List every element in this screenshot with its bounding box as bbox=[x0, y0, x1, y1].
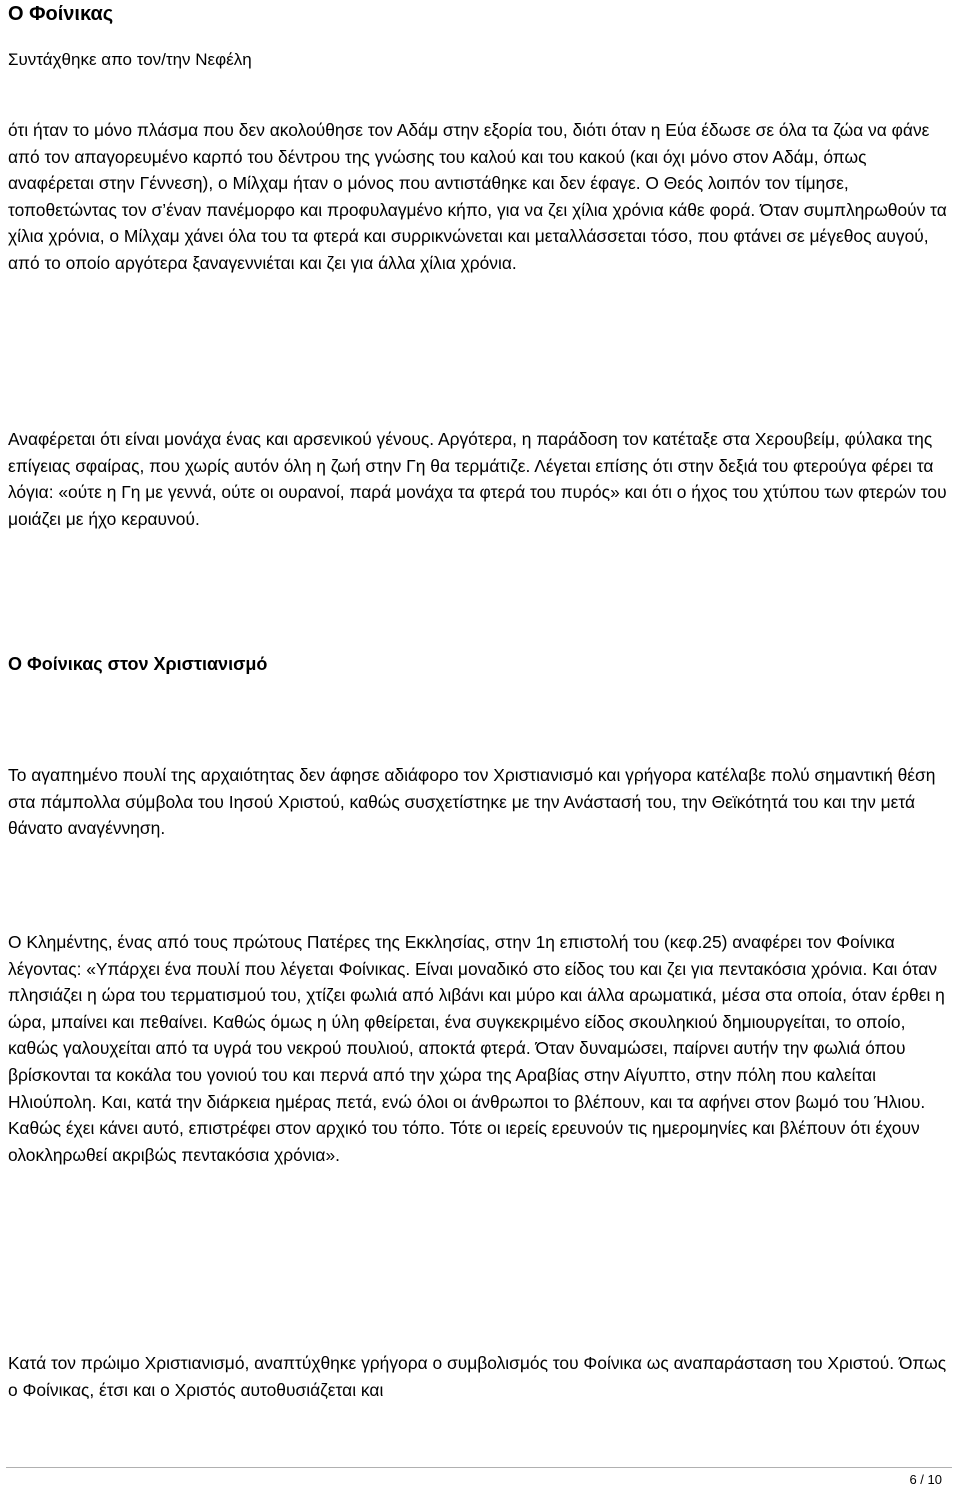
body-paragraph: Το αγαπημένο πουλί της αρχαιότητας δεν άφησε αδιάφορο τον Χριστιανισμό και γρήγορα κατέλαβε πολύ σημαντική θέση στα πάμπολλα σύμβολα του Ιησού Χριστού, καθώς συσχετίστηκε με την Ανάστασή του, την Θεϊκότητά του και την μετά θάνατο αναγέννηση. bbox=[8, 765, 936, 839]
document-title: Ο Φοίνικας bbox=[8, 3, 114, 25]
body-paragraph: Αναφέρεται ότι είναι μονάχα ένας και αρσενικού γένους. Αργότερα, η παράδοση τον κατέταξε στα Χερουβείμ, φύλακα της επίγειας σφαίρας, που χωρίς αυτόν όλη η ζωή στην Γη θα τερμάτιζε. Λέγεται επίσης ότι στην δεξιά του φτερούγα φέρει τα λόγια: «ούτε η Γη με γεννά, ούτε οι ουρανοί, παρά μονάχα τα φτερά του πυρός» και ότι ο ήχος του χτύπου των φτερών του μοιάζει με ήχο κεραυνού. bbox=[8, 429, 947, 529]
page-indicator: 6 / 10 bbox=[909, 1472, 942, 1487]
section-heading: Ο Φοίνικας στον Χριστιανισμό bbox=[8, 654, 268, 674]
body-paragraph: Κατά τον πρώιμο Χριστιανισμό, αναπτύχθηκε γρήγορα ο συμβολισμός του Φοίνικα ως αναπαράσταση του Χριστού. Όπως ο Φοίνικας, έτσι και ο Χριστός αυτοθυσιάζεται και bbox=[8, 1353, 947, 1400]
body-paragraph: ότι ήταν το μόνο πλάσμα που δεν ακολούθησε τον Αδάμ στην εξορία του, διότι όταν η Εύα έδωσε σε όλα τα ζώα να φάνε από τον απαγορευμένο καρπό του δέντρου της γνώσης του καλού και του κακού (και όχι μόνο στον Αδάμ, όπως αναφέρεται στην Γέννεση), ο Μίλχαμ ήταν ο μόνος που αντιστάθηκε και δεν έφαγε. Ο Θεός λοιπόν τον τίμησε, τοποθετώντας τον σ’έναν πανέμορφο και προφυλαγμένο κήπο, για να ζει χίλια χρόνια κάθε φορά. Όταν συμπληρωθούν τα χίλια χρόνια, ο Μίλχαμ χάνει όλα του τα φτερά και συρρικνώνεται και μεταλλάσσεται τόσο, που φτάνει σε μέγεθος αυγού, από το οποίο αργότερα ξαναγεννιέται και ζει για άλλα χίλια χρόνια. bbox=[8, 120, 947, 273]
footer-divider bbox=[6, 1467, 952, 1468]
body-paragraph: Ο Κλημέντης, ένας από τους πρώτους Πατέρες της Εκκλησίας, στην 1η επιστολή του (κεφ.25) αναφέρει τον Φοίνικα λέγοντας: «Υπάρχει ένα πουλί που λέγεται Φοίνικας. Είναι μοναδικό στο είδος του και ζει για πεντακόσια χρόνια. Και όταν πλησιάζει η ώρα του τερματισμού του, χτίζει φωλιά από λιβάνι και μύρο και άλλα αρωματικά, μέσα στα οποία, όταν έρθει η ώρα, μπαίνει και πεθαίνει. Καθώς όμως η ύλη φθείρεται, ένα συγκεκριμένο είδος σκουληκιού δημιουργείται, το οποίο, καθώς γαλουχείται από τα υγρά του νεκρού πουλιού, αποκτά φτερά. Όταν δυναμώσει, παίρνει αυτήν την φωλιά όπου βρίσκονται τα κοκάλα του γονιού του και περνά από την χώρα της Αραβίας στην Αίγυπτο, στην πόλη που καλείται Ηλιούπολη. Και, κατά την διάρκεια ημέρας πετά, ενώ όλοι οι άνθρωποι το βλέπουν, και τα αφήνει στον βωμό του Ήλιου. Καθώς έχει κάνει αυτό, επιστρέφει στον αρχικό του τόπο. Τότε οι ιερείς ερευνούν τις ημερομηνίες και βλέπουν ότι έχουν ολοκληρωθεί ακριβώς πεντακόσια χρόνια». bbox=[8, 932, 945, 1165]
author-line: Συντάχθηκε απο τον/την Νεφέλη bbox=[8, 50, 252, 69]
